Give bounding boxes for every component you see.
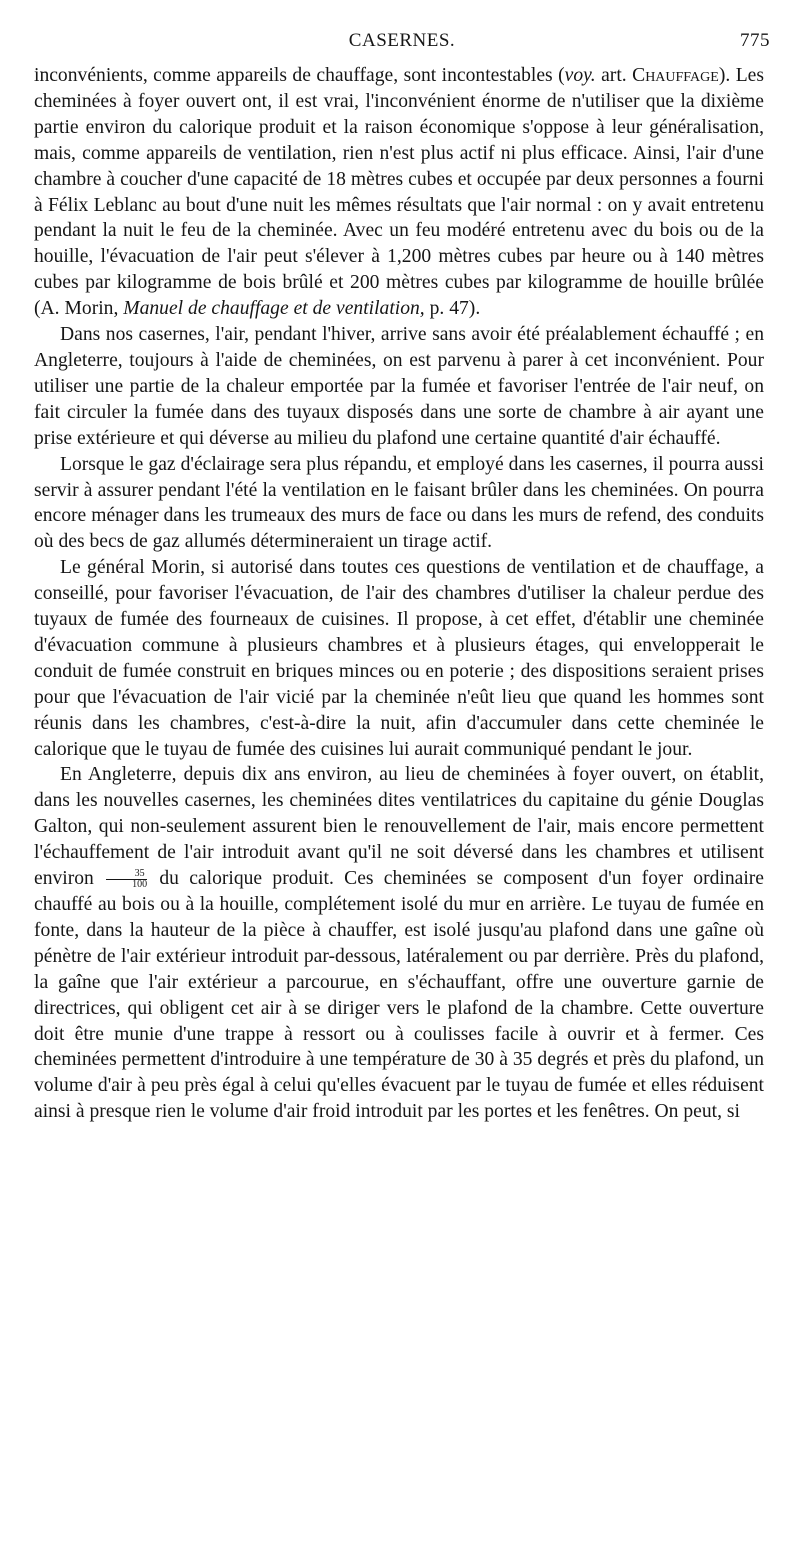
running-header [34, 30, 770, 56]
paragraph-1-text-b: art. [595, 65, 633, 86]
fraction-numerator: 35 [106, 869, 147, 880]
voy-abbrev: voy. [564, 65, 596, 86]
paragraph-5-text-a: En Angleterre, depuis dix ans environ, au lieu de cheminées à foyer ouvert, on établit, dans les nouvelles casernes, les cheminées dites ventilatrices du capitaine du génie Douglas Galton, qui non-seulement assurent bien le renouvellement de l'air, mais encore permettent l'échauffement de l'air introduit avant qu'il ne soit déversé dans les chambres et utilisent environ [34, 764, 764, 890]
paragraph-1-text-c: ). Les cheminées à foyer ouvert ont, il est vrai, l'inconvénient énorme de n'utiliser que la dixième partie environ du calorique produit et la raison économique s'oppose à leur généralisation, mais, comme appareils de ventilation, rien n'est plus actif ni plus efficace. Ainsi, l'air d'une chambre à coucher d'une capacité de 18 mètres cubes et occupée par deux personnes a fourni à Félix Leblanc au bout d'une nuit les mêmes résultats que l'air normal : on y avait entretenu pendant la nuit le feu de la cheminée. Avec un feu modéré entretenu avec du bois ou de la houille, l'évacuation de l'air peut s'élever à 1,200 mètres cubes par heure ou à 140 mètres cubes par kilogramme de bois brûlé et 200 mètres cubes par kilogramme de houille brûlée (A. Morin, [34, 65, 764, 320]
page-number: 775 [740, 30, 770, 51]
body-text [34, 63, 764, 1125]
paragraph-1 [34, 63, 764, 322]
paragraph-5 [34, 762, 764, 1125]
paragraph-1-text-d: p. 47). [424, 298, 481, 320]
fraction-denominator: 100 [132, 879, 148, 891]
paragraph-3: Lorsque le gaz d'éclairage sera plus répandu, et employé dans les casernes, il pourra aussi servir à assurer pendant l'été la ventilation en le faisant brûler dans les cheminées. On pourra encore ménager dans les trumeaux des murs de face ou dans les murs de refend, des conduits où des becs de gaz allumés détermineraient un tirage actif. [34, 453, 764, 553]
fraction [106, 869, 147, 890]
paragraph-1-text-a: inconvénients, comme appareils de chauffage, sont incontestables ( [34, 65, 565, 86]
paragraph-5-text-b: du calorique produit. Ces cheminées se composent d'un foyer ordinaire chauffé au bois ou à la houille, complétement isolé du mur en arrière. Le tuyau de fumée en fonte, dans la hauteur de la pièce à chauffer, est isolé jusqu'au plafond dans une gaîne où pénètre de l'air extérieur introduit par-dessous, latéralement ou par derrière. Près du plafond, la gaîne que l'air extérieur a parcourue, en s'échauffant, offre une ouverture garnie de directrices, qui obligent cet air à se diriger vers le plafond de la chambre. Cette ouverture doit être munie d'une trappe à ressort ou à coulisses facile à ouvrir et à fermer. Ces cheminées permettent d'introduire à une température de 30 à 35 degrés et près du plafond, un volume d'air à peu près égal à celui qu'elles évacuent par le tuyau de fumée et elles réduisent ainsi à presque rien le volume d'air froid introduit par les portes et les fenêtres. On peut, si [34, 868, 764, 1123]
running-title: CASERNES. [348, 30, 456, 51]
book-title: Manuel de chauffage et de ventilation, [123, 298, 425, 320]
paragraph-2: Dans nos casernes, l'air, pendant l'hiver, arrive sans avoir été préalablement échauffé ; en Angleterre, toujours à l'aide de cheminées, on est parvenu à parer à cet inconvénient. Pour utiliser une partie de la chaleur emportée par la fumée et favoriser l'entrée de l'air neuf, on fait circuler la fumée dans des tuyaux disposés dans une sorte de chambre à air ayant une prise extérieure et qui déverse au milieu du plafond une certaine quantité d'air échauffé. [34, 324, 764, 449]
cross-reference: Chauffage [632, 65, 719, 86]
paragraph-4: Le général Morin, si autorisé dans toutes ces questions de ventilation et de chauffage, a conseillé, pour favoriser l'évacuation, de l'air des chambres d'utiliser la chaleur perdue des tuyaux de fumée des fourneaux de cuisines. Il propose, à cet effet, d'établir une cheminée d'évacuation commune à plusieurs chambres et à plusieurs étages, qui envelopperait le conduit de fumée construit en briques minces ou en poterie ; des dispositions seraient prises pour que l'évacuation de l'air vicié par la cheminée n'eût lieu que quand les hommes sont réunis dans les chambres, c'est-à-dire la nuit, afin d'accumuler dans cette cheminée le calorique que le tuyau de fumée des cuisines lui aurait communiqué pendant le jour. [34, 557, 764, 760]
